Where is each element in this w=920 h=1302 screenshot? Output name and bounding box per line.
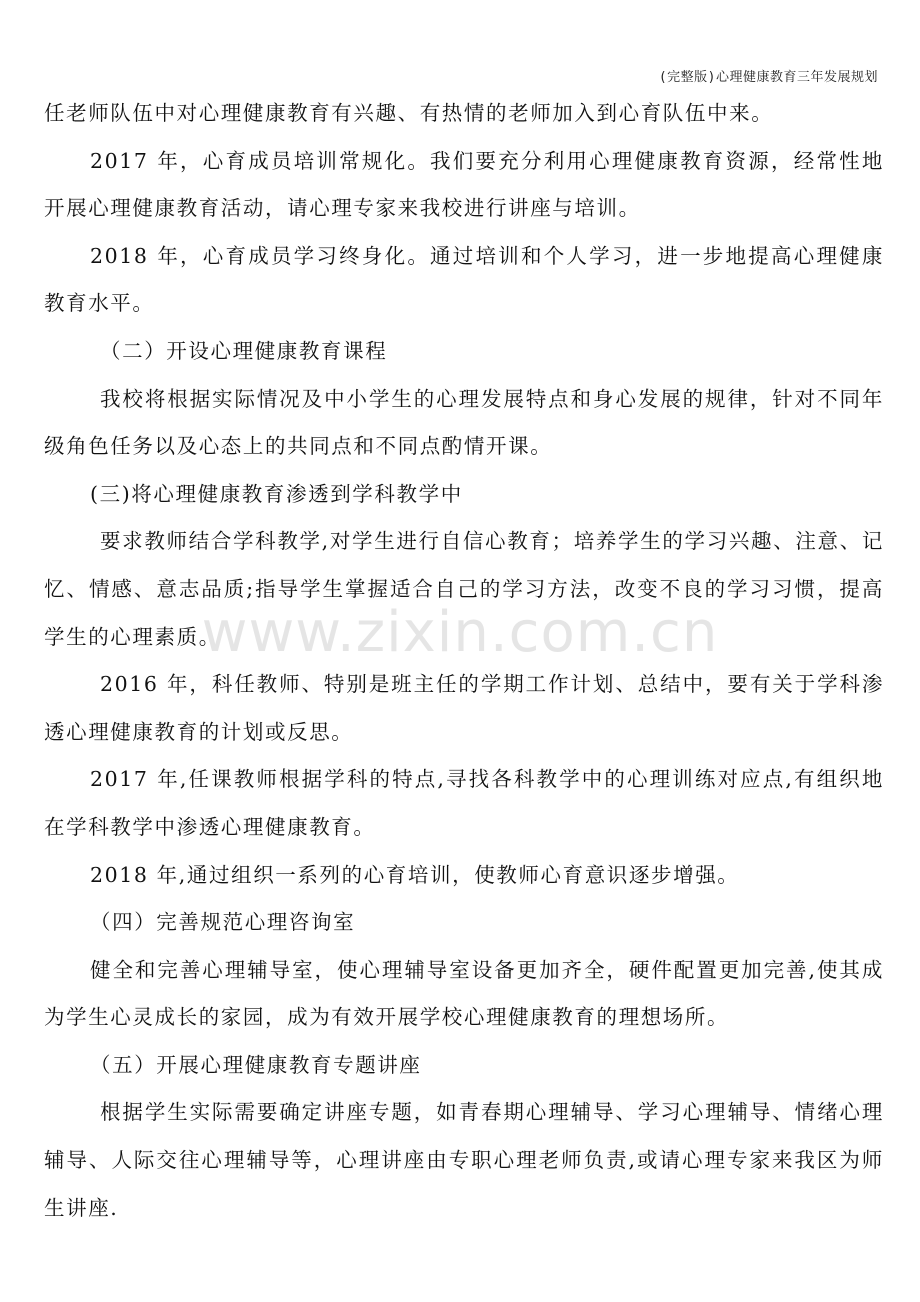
- site-watermark: www.zixin.com.cn: [201, 600, 719, 665]
- section-heading-courses: （二）开设心理健康教育课程: [100, 338, 388, 363]
- paragraph-courses: 我校将根据实际情况及中小学生的心理发展特点和身心发展的规律，针对不同年级角色任务以及心态上的共同点和不同点酌情开课。: [44, 386, 884, 459]
- paragraph-2018-learning: 2018 年，心育成员学习终身化。通过培训和个人学习，进一步地提高心理健康教育水平。: [44, 243, 884, 316]
- paragraph-2017-training: 2017 年，心育成员培训常规化。我们要充分利用心理健康教育资源，经常性地开展心理健康教育活动，请心理专家来我校进行讲座与培训。: [44, 148, 884, 221]
- paragraph-2017-teachers: 2017 年,任课教师根据学科的特点,寻找各科教学中的心理训练对应点,有组织地在学科教学中渗透心理健康教育。: [44, 767, 884, 839]
- paragraph-2018-teachers: 2018 年,通过组织一系列的心育培训，使教师心育意识逐步增强。: [90, 862, 740, 887]
- paragraph-2016-teachers: 2016 年，科任教师、特别是班主任的学期工作计划、总结中，要有关于学科渗透心理健康教育的计划或反思。: [44, 672, 884, 744]
- section-heading-lectures: （五）开展心理健康教育专题讲座: [90, 1052, 422, 1077]
- section-heading-counseling-room: （四）完善规范心理咨询室: [90, 910, 356, 935]
- paragraph-counseling-room: 健全和完善心理辅导室，使心理辅导室设备更加齐全，硬件配置更加完善,使其成为学生心灵成长的家园，成为有效开展学校心理健康教育的理想场所。: [44, 957, 884, 1030]
- paragraph-subject-teaching: 要求教师结合学科教学,对学生进行自信心教育；培养学生的学习兴趣、注意、记忆、情感、意志品质;指导学生掌握适合自己的学习方法，改变不良的学习习惯，提高学生的心理素质。: [44, 529, 884, 649]
- paragraph-continuation: 任老师队伍中对心理健康教育有兴趣、有热情的老师加入到心育队伍中来。: [44, 101, 774, 125]
- document-header-title: (完整版)心理健康教育三年发展规划: [658, 70, 878, 85]
- paragraph-lectures: 根据学生实际需要确定讲座专题，如青春期心理辅导、学习心理辅导、情绪心理辅导、人际交往心理辅导等，心理讲座由专职心理老师负责,或请心理专家来我区为师生讲座.: [44, 1100, 884, 1220]
- section-heading-subject-teaching: (三)将心理健康教育渗透到学科教学中: [90, 481, 463, 506]
- document-body: [44, 90, 884, 1232]
